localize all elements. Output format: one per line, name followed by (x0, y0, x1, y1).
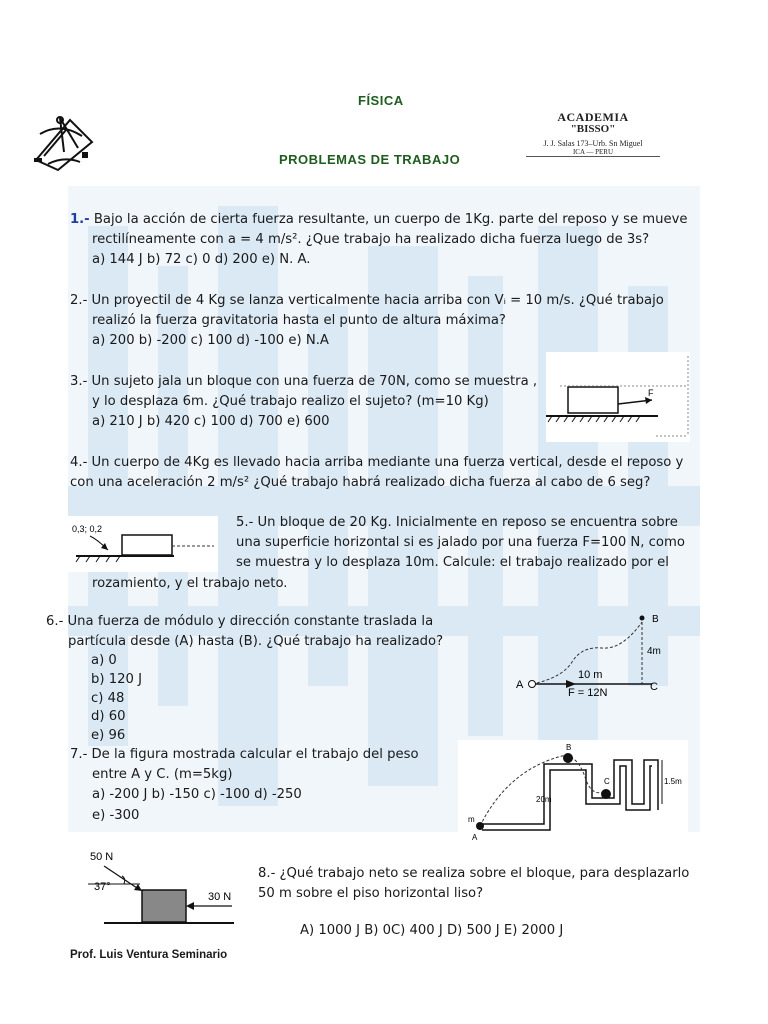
question-7-options-1: a) -200 J b) -150 c) -100 d) -250 (92, 787, 302, 803)
question-1 (70, 210, 688, 271)
topic-title: PROBLEMAS DE TRABAJO (279, 152, 461, 167)
question-6-option-b: b) 120 J (91, 671, 142, 687)
question-7-fig-c: C (604, 777, 610, 786)
academy-sub: "BISSO" (570, 123, 616, 135)
question-7-fig-a: A (472, 833, 478, 842)
question-8-options: A) 1000 J B) 0C) 400 J D) 500 J E) 2000 J (300, 923, 564, 938)
academy-address: J. J. Salas 173–Urb. Sn Miguel (543, 139, 643, 148)
question-7-line1: 7.- De la figura mostrada calcular el trabajo del peso (70, 747, 419, 762)
question-1-options: a) 144 J b) 72 c) 0 d) 200 e) N. A. (92, 252, 311, 268)
question-3-options: a) 210 J b) 420 c) 100 d) 700 e) 600 (92, 414, 330, 430)
question-8-fig-f1: 50 N (90, 851, 114, 863)
question-7-fig-b: B (566, 743, 572, 752)
question-2-line1: 2.- Un proyectil de 4 Kg se lanza verticalmente hacia arriba con Vᵢ = 10 m/s. ¿Qué trabajo (70, 293, 664, 308)
question-5-line1: 5.- Un bloque de 20 Kg. Inicialmente en reposo se encuentra sobre (236, 515, 678, 530)
footer-author: Prof. Luis Ventura Seminario (70, 949, 228, 961)
question-6-option-e: e) 96 (91, 728, 126, 744)
question-1-number: 1.- (70, 212, 90, 227)
academy-city: ICA — PERU (526, 148, 660, 157)
logo-compass-icon (30, 112, 102, 174)
question-6-fig-force: F = 12N (568, 687, 608, 698)
question-8-line2: 50 m sobre el piso horizontal liso? (258, 886, 484, 902)
question-6-fig-c: C (650, 681, 658, 693)
question-8-figure (84, 848, 244, 928)
question-8-fig-angle: 37° (94, 881, 111, 893)
question-1-line1: Bajo la acción de cierta fuerza resultante, un cuerpo de 1Kg. parte del reposo y se mueve (93, 212, 688, 227)
academy-block (526, 110, 660, 157)
subject-title: FÍSICA (358, 93, 404, 108)
question-6-fig-b: B (652, 614, 659, 625)
question-7-fig-m: m (468, 815, 475, 824)
question-8-fig-f2: 30 N (208, 891, 232, 903)
question-6-figure (502, 608, 674, 698)
question-6-line1: 6.- Una fuerza de módulo y dirección constante traslada la (46, 614, 434, 629)
question-3-fig-force: F (648, 388, 654, 398)
question-3-line1: 3.- Un sujeto jala un bloque con una fuerza de 70N, como se muestra , (70, 374, 538, 389)
watermark-background (68, 186, 700, 832)
question-2-line2: realizó la fuerza gravitatoria hasta el punto de altura máxima? (92, 313, 506, 329)
question-6-option-a: a) 0 (91, 653, 117, 668)
question-5 (70, 513, 685, 594)
question-6-fig-a: A (516, 679, 524, 691)
question-7-fig-height: 1.5m (664, 777, 682, 786)
academy-name: ACADEMIA (557, 110, 629, 124)
question-7-options-2: e) -300 (92, 807, 140, 823)
question-3-line2: y lo desplaza 6m. ¿Qué trabajo realizo el sujeto? (m=10 Kg) (92, 394, 489, 410)
question-2-options: a) 200 b) -200 c) 100 d) -100 e) N.A (92, 333, 329, 349)
question-3 (70, 372, 537, 433)
watermark-pattern (68, 186, 700, 832)
question-8 (258, 864, 689, 904)
question-5-fig-label: 0,3; 0,2 (72, 524, 103, 534)
question-6-fig-dist: 10 m (578, 669, 603, 681)
question-6-option-c: c) 48 (91, 690, 125, 706)
question-7 (70, 745, 419, 826)
question-2 (70, 291, 664, 352)
question-7-fig-len: 20m (536, 795, 552, 804)
question-5-line4: rozamiento, y el trabajo neto. (92, 575, 288, 591)
question-6-options (91, 652, 142, 746)
question-6-option-d: d) 60 (91, 709, 126, 725)
question-6-line2: partícula desde (A) hasta (B). ¿Qué trabajo ha realizado? (68, 634, 444, 650)
question-1-line2: rectilíneamente con a = 4 m/s². ¿Que trabajo ha realizado dicha fuerza luego de 3s? (92, 232, 650, 248)
question-3-figure (546, 352, 690, 442)
question-7-line2: entre A y C. (m=5kg) (92, 767, 233, 783)
question-4 (70, 453, 683, 493)
question-5-line2: una superficie horizontal si es jalado por una fuerza F=100 N, como (236, 535, 685, 551)
question-6-fig-height: 4m (647, 646, 661, 657)
question-6 (46, 612, 443, 652)
question-7-figure (458, 740, 688, 842)
question-4-line1: 4.- Un cuerpo de 4Kg es llevado hacia arriba mediante una fuerza vertical, desde el reposo y (70, 455, 684, 470)
question-4-line2: con una aceleración 2 m/s² ¿Qué trabajo habrá realizado dicha fuerza al cabo de 6 seg? (70, 475, 651, 491)
question-8-line1: 8.- ¿Qué trabajo neto se realiza sobre el bloque, para desplazarlo (258, 866, 690, 881)
question-5-line3: se muestra y lo desplaza 10m. Calcule: el trabajo realizado por el (236, 555, 669, 571)
